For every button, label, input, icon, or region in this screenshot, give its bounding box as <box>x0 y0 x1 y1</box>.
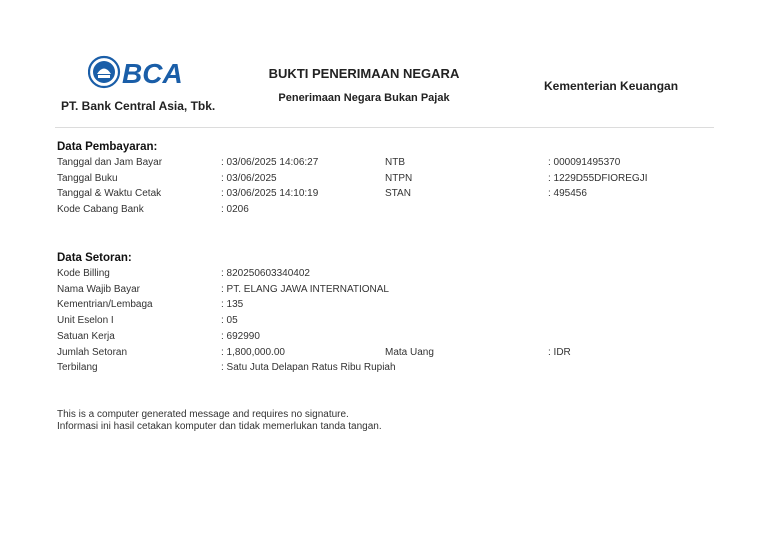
row-value: : 135 <box>221 299 244 310</box>
row-value: : 03/06/2025 14:10:19 <box>221 188 319 199</box>
document-title: BUKTI PENERIMAAN NEGARA <box>268 66 460 81</box>
row-label: Jumlah Setoran <box>57 347 128 358</box>
row-label: Terbilang <box>57 362 98 373</box>
row-value: : Satu Juta Delapan Ratus Ribu Rupiah <box>221 362 396 373</box>
row-label: Unit Eselon I <box>57 315 114 326</box>
row-value: : 03/06/2025 14:06:27 <box>221 157 319 168</box>
row-value: : 05 <box>221 315 238 326</box>
bank-name: PT. Bank Central Asia, Tbk. <box>61 99 216 113</box>
row-label: Kementrian/Lembaga <box>57 299 153 310</box>
row-value: : 692990 <box>221 331 260 342</box>
row-label: Kode Cabang Bank <box>57 204 144 215</box>
row-label-2: NTPN <box>385 173 413 184</box>
row-label: Tanggal dan Jam Bayar <box>57 157 163 168</box>
row-label-2: STAN <box>385 188 411 199</box>
row-label: Kode Billing <box>57 268 110 279</box>
row-label: Tanggal Buku <box>57 173 118 184</box>
row-value: : PT. ELANG JAWA INTERNATIONAL <box>221 284 389 295</box>
row-value-2: : 495456 <box>548 188 587 199</box>
row-value-2: : 000091495370 <box>548 157 621 168</box>
footer-note-id: Informasi ini hasil cetakan komputer dan tidak memerlukan tanda tangan. <box>57 421 382 432</box>
row-label-2: Mata Uang <box>385 347 434 358</box>
row-label: Tanggal & Waktu Cetak <box>57 188 162 199</box>
row-label-2: NTB <box>385 157 405 168</box>
row-value: : 0206 <box>221 204 249 215</box>
row-value: : 820250603340402 <box>221 268 310 279</box>
section-title-pembayaran: Data Pembayaran: <box>57 141 158 153</box>
row-label: Satuan Kerja <box>57 331 115 342</box>
row-value: : 03/06/2025 <box>221 173 277 184</box>
footer-note-en: This is a computer generated message and requires no signature. <box>57 409 349 420</box>
row-label: Nama Wajib Bayar <box>57 284 140 295</box>
document-subtitle: Penerimaan Negara Bukan Pajak <box>278 92 450 104</box>
header-divider <box>55 127 714 128</box>
section-title-setoran: Data Setoran: <box>57 252 132 264</box>
row-value-2: : IDR <box>548 347 571 358</box>
ministry-name: Kementerian Keuangan <box>544 79 679 93</box>
logo-text: BCA <box>122 58 183 89</box>
row-value: : 1,800,000.00 <box>221 347 285 358</box>
row-value-2: : 1229D55DFIOREGJI <box>548 173 648 184</box>
